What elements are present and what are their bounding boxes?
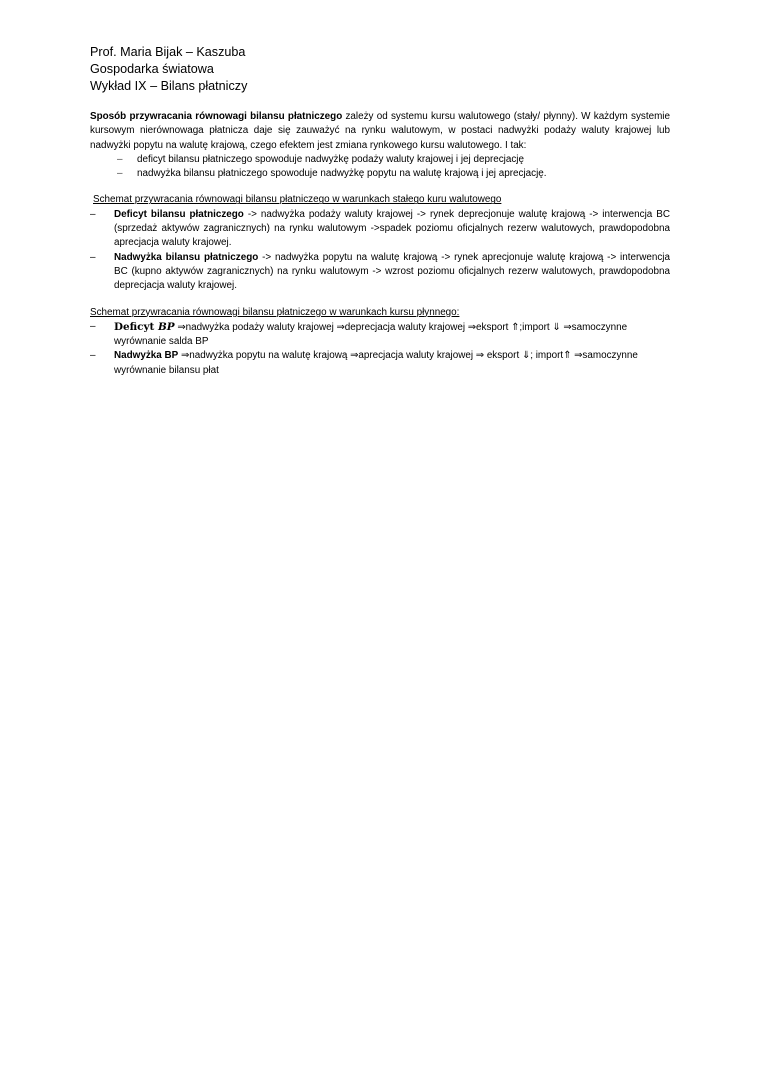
intro-list-item: – nadwyżka bilansu płatniczego spowoduje nadwyżkę popytu na walutę krajową i jej aprecjację. [90,167,670,181]
floating-rate-list [90,320,670,378]
item-bold-term: Nadwyżka BP [114,350,179,362]
floating-rate-section [90,306,670,378]
lecture-title: Wykład IX – Bilans płatniczy [90,79,248,93]
intro-list-item: – deficyt bilansu płatniczego spowoduje nadwyżkę podaży waluty krajowej i jej deprecjację [90,153,670,167]
item-bold-term: Nadwyżka bilansu płatniczego [114,251,259,263]
document-body [90,110,670,378]
item-text: -> nadwyżka podaży waluty krajowej -> rynek deprecjonuje walutę krajową -> interwencja BC (sprzedaż aktywów zagranicznych) na rynku walutowym ->spadek poziomu oficjalnych rezerw walutowych, prawdopodobna aprecjacja waluty krajowej. [114,208,670,249]
intro-paragraph [90,110,670,153]
document-header [90,44,247,95]
fixed-rate-list [90,208,670,294]
floating-rate-item-surplus [90,349,670,378]
course-line: Gospodarka światowa [90,62,214,76]
item-text: -> nadwyżka popytu na walutę krajową -> rynek aprecjonuje walutę krajową -> interwencja BC (kupno aktywów zagranicznych) na rynku walutowym -> wzrost poziomu oficjalnych rezerw walutowych, prawdopodobna deprecjacja waluty krajowej. [114,251,670,292]
fixed-rate-item-surplus [90,251,670,294]
math-term [114,321,175,333]
item-bold-term: Deficyt bilansu płatniczego [114,208,244,220]
intro-list [90,153,670,182]
item-text: ⇒nadwyżka podaży waluty krajowej ⇒deprecjacja waluty krajowej ⇒eksport ⇑;import ⇓ ⇒samoczynne wyrównanie salda BP [114,321,628,348]
author-line: Prof. Maria Bijak – Kaszuba [90,45,246,59]
math-word: Deficyt [114,320,155,333]
item-text: ⇒nadwyżka popytu na walutę krajową ⇒aprecjacja waluty krajowej ⇒ eksport ⇓; import⇑ ⇒samoczynne wyrównanie bilansu płat [114,350,638,376]
fixed-rate-heading: Schemat przywracania równowagi bilansu płatniczego w warunkach stałego kuru walutowego [93,194,502,206]
floating-rate-item-deficit [90,320,670,350]
fixed-rate-item-deficit [90,208,670,251]
floating-rate-heading: Schemat przywracania równowagi bilansu płatniczego w warunkach kursu płynnego: [90,306,460,318]
intro-text: zależy od systemu kursu walutowego (stały/ płynny). W każdym systemie kursowym nierównowaga płatnicza daje się zauważyć na rynku walutowym, w postaci nadwyżki podaży waluty krajowej lub nadwyżki popytu na walutę krajową, czego efektem jest zmiana rynkowego kursu walutowego. I tak: [90,111,670,151]
fixed-rate-section [90,193,670,293]
math-symbol: BP [157,320,175,333]
intro-bold-phrase: Sposób przywracania równowagi bilansu płatniczego [90,111,343,122]
